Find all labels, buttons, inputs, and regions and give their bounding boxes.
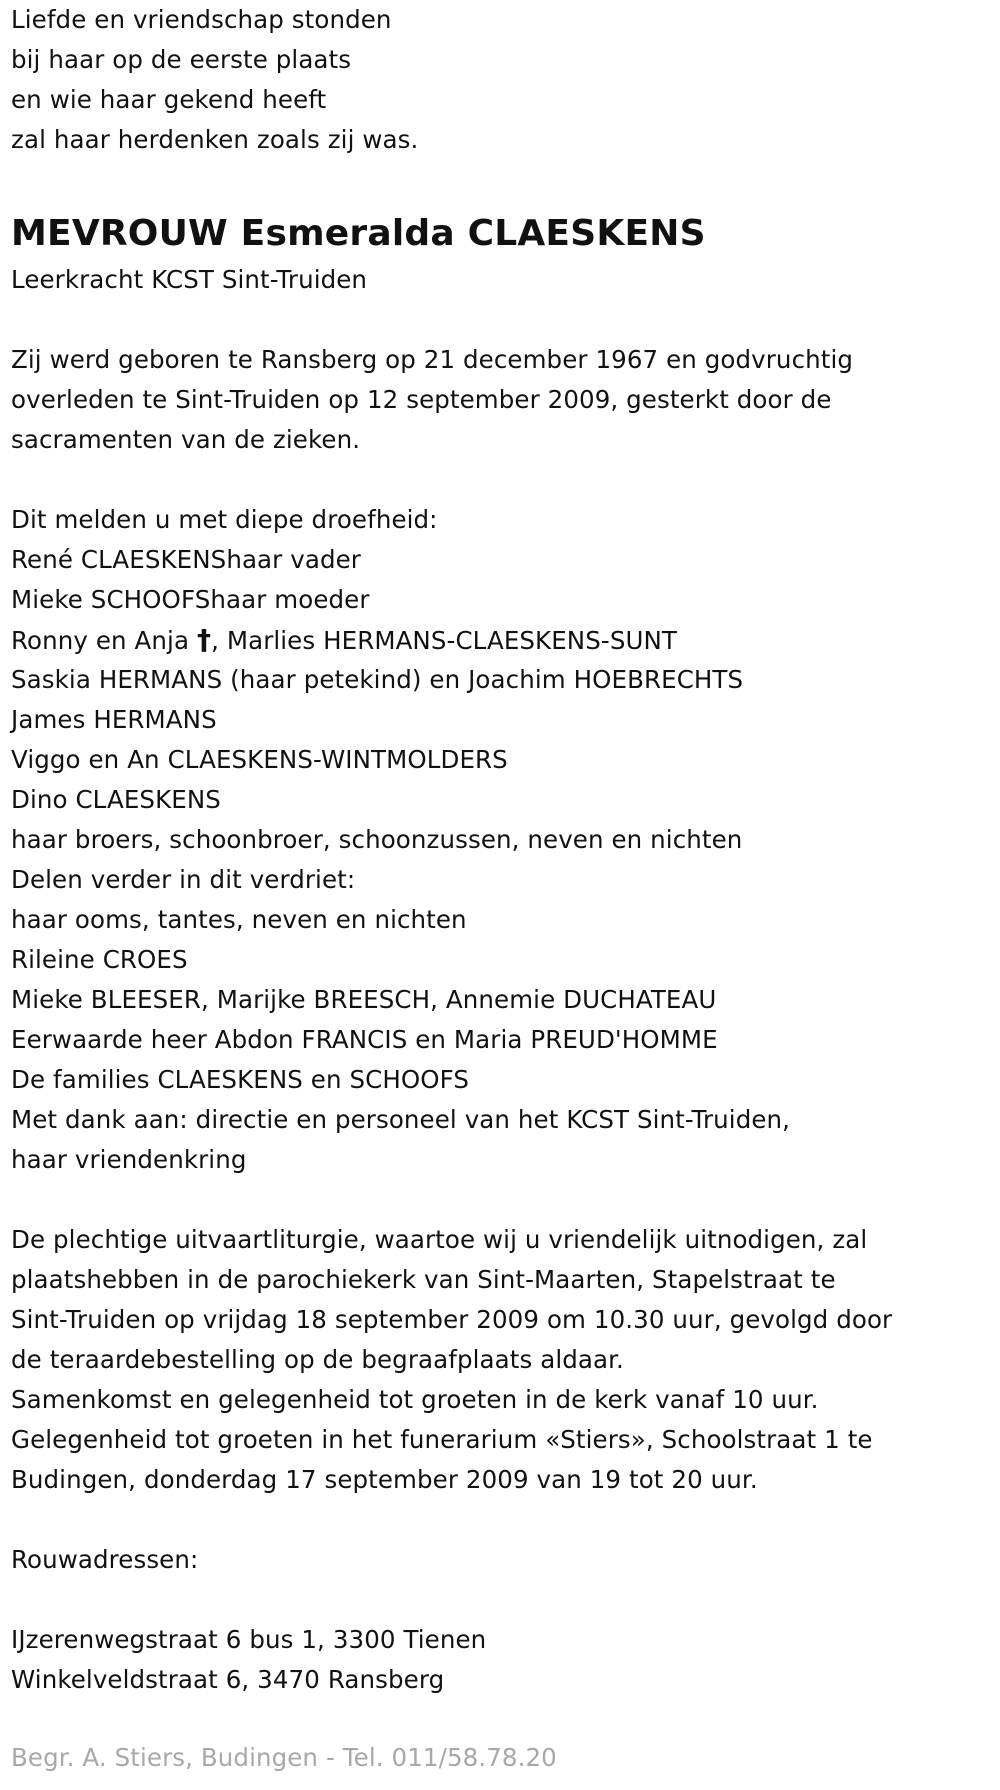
spacer <box>11 1580 991 1620</box>
family-mother: Mieke SCHOOFShaar moeder <box>11 585 370 614</box>
spacer <box>11 460 991 500</box>
grief-intro: Delen verder in dit verdriet: <box>11 865 356 894</box>
ceremony-paragraph <box>11 1220 991 1500</box>
address-line: Winkelveldstraat 6, 3470 Ransberg <box>11 1665 445 1694</box>
family-other: Rileine CROES <box>11 945 188 974</box>
motto <box>11 0 991 160</box>
obituary-document <box>11 0 991 1778</box>
paragraph-line: Samenkomst en gelegenheid tot groeten in de kerk vanaf 10 uur. <box>11 1385 819 1414</box>
paragraph-line: sacramenten van de zieken. <box>11 425 361 454</box>
paragraph-line: De plechtige uitvaartliturgie, waartoe wij u vriendelijk uitnodigen, zal <box>11 1225 868 1254</box>
spacer <box>11 1500 991 1540</box>
family-sibling: James HERMANS <box>11 705 217 734</box>
paragraph-line: Budingen, donderdag 17 september 2009 van 19 tot 20 uur. <box>11 1465 758 1494</box>
family-other: Eerwaarde heer Abdon FRANCIS en Maria PREUD'HOMME <box>11 1025 718 1054</box>
paragraph-line: Gelegenheid tot groeten in het funerarium «Stiers», Schoolstraat 1 te <box>11 1425 873 1454</box>
undertaker-footer: Begr. A. Stiers, Budingen - Tel. 011/58.78.20 <box>11 1743 557 1772</box>
family-father: René CLAESKENShaar vader <box>11 545 361 574</box>
deceased-name: MEVROUW Esmeralda CLAESKENS <box>11 213 706 254</box>
spacer <box>11 1180 991 1220</box>
motto-line: bij haar op de eerste plaats <box>11 45 352 74</box>
spacer <box>11 1700 991 1738</box>
motto-line: zal haar herdenken zoals zij was. <box>11 125 419 154</box>
cross-icon: † <box>196 623 212 656</box>
family-other: Met dank aan: directie en personeel van het KCST Sint-Truiden, <box>11 1105 791 1134</box>
family-other: haar vriendenkring <box>11 1145 247 1174</box>
paragraph-line: plaatshebben in de parochiekerk van Sint-Maarten, Stapelstraat te <box>11 1265 836 1294</box>
family-sibling <box>11 620 991 660</box>
deceased-role: Leerkracht KCST Sint-Truiden <box>11 265 368 294</box>
paragraph-line: Sint-Truiden op vrijdag 18 september 2009 om 10.30 uur, gevolgd door <box>11 1305 893 1334</box>
family-other: haar ooms, tantes, neven en nichten <box>11 905 467 934</box>
family-sibling: Viggo en An CLAESKENS-WINTMOLDERS <box>11 745 508 774</box>
spacer <box>11 300 991 340</box>
paragraph-line: Zij werd geboren te Ransberg op 21 december 1967 en godvruchtig <box>11 345 854 374</box>
announcement-intro: Dit melden u met diepe droefheid: <box>11 505 438 534</box>
family-other: De families CLAESKENS en SCHOOFS <box>11 1065 470 1094</box>
sibling-names-rest: , Marlies HERMANS-CLAESKENS-SUNT <box>211 626 677 655</box>
family-list <box>11 500 991 1180</box>
address-line: IJzerenwegstraat 6 bus 1, 3300 Tienen <box>11 1625 487 1654</box>
spacer <box>11 160 991 208</box>
motto-line: en wie haar gekend heeft <box>11 85 327 114</box>
paragraph-line: de teraardebestelling op de begraafplaats aldaar. <box>11 1345 624 1374</box>
addresses-list <box>11 1620 991 1700</box>
family-other: Mieke BLEESER, Marijke BREESCH, Annemie DUCHATEAU <box>11 985 717 1014</box>
siblings-caption: haar broers, schoonbroer, schoonzussen, neven en nichten <box>11 825 743 854</box>
paragraph-line: overleden te Sint-Truiden op 12 september 2009, gesterkt door de <box>11 385 832 414</box>
birth-death-paragraph <box>11 340 991 460</box>
addresses-heading: Rouwadressen: <box>11 1545 199 1574</box>
motto-line: Liefde en vriendschap stonden <box>11 5 392 34</box>
family-sibling: Saskia HERMANS (haar petekind) en Joachim HOEBRECHTS <box>11 665 744 694</box>
sibling-names: Ronny en Anja <box>11 626 190 655</box>
family-sibling: Dino CLAESKENS <box>11 785 221 814</box>
